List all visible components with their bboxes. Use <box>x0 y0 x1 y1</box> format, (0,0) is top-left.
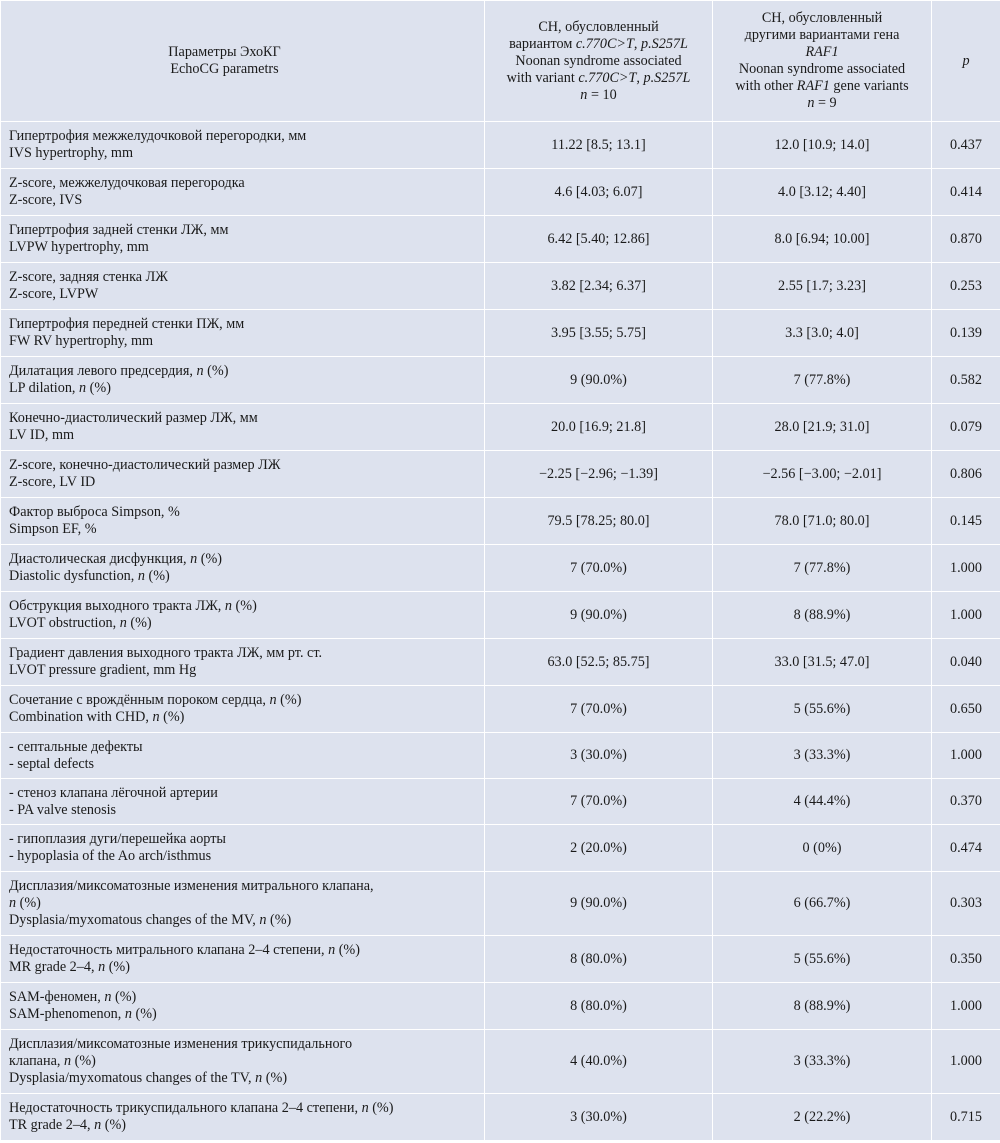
table-row <box>1 1094 1000 1141</box>
p-value: 0.253 <box>932 263 1000 310</box>
table-row <box>1 310 1000 357</box>
p-value: 0.303 <box>932 872 1000 936</box>
group-other-raf1-value: 7 (77.8%) <box>713 545 932 592</box>
group-other-raf1-value: 8.0 [6.94; 10.00] <box>713 216 932 263</box>
group-s257l-value: 20.0 [16.9; 21.8] <box>485 404 713 451</box>
parameter-cell: Обструкция выходного тракта ЛЖ, n (%) LVOT obstruction, n (%) <box>1 592 485 639</box>
group-other-raf1-value: 3.3 [3.0; 4.0] <box>713 310 932 357</box>
table-row <box>1 1030 1000 1094</box>
parameter-cell: Z-score, конечно-диастолический размер ЛЖ Z-score, LV ID <box>1 451 485 498</box>
p-value: 0.139 <box>932 310 1000 357</box>
group-s257l-value: 9 (90.0%) <box>485 872 713 936</box>
table-header-row <box>1 1 1000 122</box>
group-s257l-value: 7 (70.0%) <box>485 545 713 592</box>
header-group-other-raf1: СН, обусловленный другими вариантами гена RAF1 Noonan syndrome associated with other RAF1 gene variants n = 9 <box>713 1 932 122</box>
p-value: 1.000 <box>932 733 1000 779</box>
group-other-raf1-value: 0 (0%) <box>713 825 932 872</box>
p-value: 0.350 <box>932 936 1000 983</box>
parameter-cell: Дисплазия/миксоматозные изменения митрального клапана, n (%) Dysplasia/myxomatous changes of the MV, n (%) <box>1 872 485 936</box>
table-row <box>1 825 1000 872</box>
parameter-cell: - септальные дефекты - septal defects <box>1 733 485 779</box>
group-other-raf1-value: −2.56 [−3.00; −2.01] <box>713 451 932 498</box>
table-row <box>1 936 1000 983</box>
p-value: 1.000 <box>932 983 1000 1030</box>
parameter-cell: Недостаточность трикуспидального клапана 2–4 степени, n (%) TR grade 2–4, n (%) <box>1 1094 485 1141</box>
parameter-cell: - стеноз клапана лёгочной артерии - PA valve stenosis <box>1 779 485 825</box>
group-s257l-value: −2.25 [−2.96; −1.39] <box>485 451 713 498</box>
p-value: 1.000 <box>932 1030 1000 1094</box>
table-row <box>1 451 1000 498</box>
group-other-raf1-value: 4 (44.4%) <box>713 779 932 825</box>
group-s257l-value: 3 (30.0%) <box>485 1094 713 1141</box>
group-s257l-value: 2 (20.0%) <box>485 825 713 872</box>
table-row <box>1 686 1000 733</box>
parameter-cell: Сочетание с врождённым пороком сердца, n (%) Combination with CHD, n (%) <box>1 686 485 733</box>
table-row <box>1 169 1000 216</box>
p-value: 0.806 <box>932 451 1000 498</box>
group-s257l-value: 4.6 [4.03; 6.07] <box>485 169 713 216</box>
group-other-raf1-value: 4.0 [3.12; 4.40] <box>713 169 932 216</box>
parameter-cell: Градиент давления выходного тракта ЛЖ, мм рт. ст. LVOT pressure gradient, mm Hg <box>1 639 485 686</box>
table-row <box>1 357 1000 404</box>
group-other-raf1-value: 2 (22.2%) <box>713 1094 932 1141</box>
parameter-cell: - гипоплазия дуги/перешейка аорты - hypoplasia of the Ao arch/isthmus <box>1 825 485 872</box>
table-row <box>1 122 1000 169</box>
group-s257l-value: 3 (30.0%) <box>485 733 713 779</box>
p-value: 0.715 <box>932 1094 1000 1141</box>
header-parameters <box>1 1 485 122</box>
group-s257l-value: 7 (70.0%) <box>485 779 713 825</box>
group-other-raf1-value: 6 (66.7%) <box>713 872 932 936</box>
p-value: 0.414 <box>932 169 1000 216</box>
p-value: 0.582 <box>932 357 1000 404</box>
group-other-raf1-value: 3 (33.3%) <box>713 733 932 779</box>
group-s257l-value: 11.22 [8.5; 13.1] <box>485 122 713 169</box>
parameter-cell: SAM-феномен, n (%) SAM-phenomenon, n (%) <box>1 983 485 1030</box>
header-parameters-ru: Параметры ЭхоКГ <box>168 44 281 60</box>
parameter-cell: Диастолическая дисфункция, n (%) Diastolic dysfunction, n (%) <box>1 545 485 592</box>
p-value: 0.870 <box>932 216 1000 263</box>
header-group-s257l: СН, обусловленный вариантом c.770C>T, p.S257L Noonan syndrome associated with variant c.770C>T, p.S257L n = 10 <box>485 1 713 122</box>
group-other-raf1-value: 8 (88.9%) <box>713 983 932 1030</box>
parameter-cell: Гипертрофия передней стенки ПЖ, мм FW RV hypertrophy, mm <box>1 310 485 357</box>
header-p-value: p <box>932 1 1000 122</box>
table-row <box>1 216 1000 263</box>
table-row <box>1 263 1000 310</box>
group-other-raf1-value: 3 (33.3%) <box>713 1030 932 1094</box>
parameter-cell: Конечно-диастолический размер ЛЖ, мм LV ID, mm <box>1 404 485 451</box>
table-row <box>1 498 1000 545</box>
group-s257l-value: 9 (90.0%) <box>485 357 713 404</box>
parameter-cell: Z-score, межжелудочковая перегородка Z-score, IVS <box>1 169 485 216</box>
p-value: 0.079 <box>932 404 1000 451</box>
p-value: 0.370 <box>932 779 1000 825</box>
group-other-raf1-value: 5 (55.6%) <box>713 686 932 733</box>
header-parameters-en: EchoCG parametrs <box>170 61 279 77</box>
group-s257l-value: 79.5 [78.25; 80.0] <box>485 498 713 545</box>
p-value: 1.000 <box>932 592 1000 639</box>
group-s257l-value: 3.95 [3.55; 5.75] <box>485 310 713 357</box>
parameter-cell: Z-score, задняя стенка ЛЖ Z-score, LVPW <box>1 263 485 310</box>
p-value: 0.437 <box>932 122 1000 169</box>
parameter-cell: Фактор выброса Simpson, % Simpson EF, % <box>1 498 485 545</box>
table-row <box>1 592 1000 639</box>
parameter-cell: Дисплазия/миксоматозные изменения трикуспидального клапана, n (%) Dysplasia/myxomatous changes of the TV, n (%) <box>1 1030 485 1094</box>
group-other-raf1-value: 12.0 [10.9; 14.0] <box>713 122 932 169</box>
p-value: 0.040 <box>932 639 1000 686</box>
p-value: 0.650 <box>932 686 1000 733</box>
p-value: 1.000 <box>932 545 1000 592</box>
table-row <box>1 983 1000 1030</box>
parameter-cell: Недостаточность митрального клапана 2–4 степени, n (%) MR grade 2–4, n (%) <box>1 936 485 983</box>
group-other-raf1-value: 8 (88.9%) <box>713 592 932 639</box>
group-other-raf1-value: 33.0 [31.5; 47.0] <box>713 639 932 686</box>
group-other-raf1-value: 5 (55.6%) <box>713 936 932 983</box>
group-s257l-value: 63.0 [52.5; 85.75] <box>485 639 713 686</box>
group-s257l-value: 7 (70.0%) <box>485 686 713 733</box>
group-other-raf1-value: 2.55 [1.7; 3.23] <box>713 263 932 310</box>
group-other-raf1-value: 78.0 [71.0; 80.0] <box>713 498 932 545</box>
group-s257l-value: 4 (40.0%) <box>485 1030 713 1094</box>
group-s257l-value: 9 (90.0%) <box>485 592 713 639</box>
p-value: 0.474 <box>932 825 1000 872</box>
group-s257l-value: 8 (80.0%) <box>485 936 713 983</box>
group-s257l-value: 3.82 [2.34; 6.37] <box>485 263 713 310</box>
parameter-cell: Гипертрофия межжелудочковой перегородки, мм IVS hypertrophy, mm <box>1 122 485 169</box>
table-row <box>1 733 1000 779</box>
table-row <box>1 779 1000 825</box>
parameter-cell: Дилатация левого предсердия, n (%) LP dilation, n (%) <box>1 357 485 404</box>
table-row <box>1 404 1000 451</box>
p-value: 0.145 <box>932 498 1000 545</box>
table-body <box>1 122 1000 1141</box>
table-row <box>1 872 1000 936</box>
group-s257l-value: 8 (80.0%) <box>485 983 713 1030</box>
group-s257l-value: 6.42 [5.40; 12.86] <box>485 216 713 263</box>
table-row <box>1 639 1000 686</box>
table-row <box>1 545 1000 592</box>
group-other-raf1-value: 28.0 [21.9; 31.0] <box>713 404 932 451</box>
group-other-raf1-value: 7 (77.8%) <box>713 357 932 404</box>
parameter-cell: Гипертрофия задней стенки ЛЖ, мм LVPW hypertrophy, mm <box>1 216 485 263</box>
